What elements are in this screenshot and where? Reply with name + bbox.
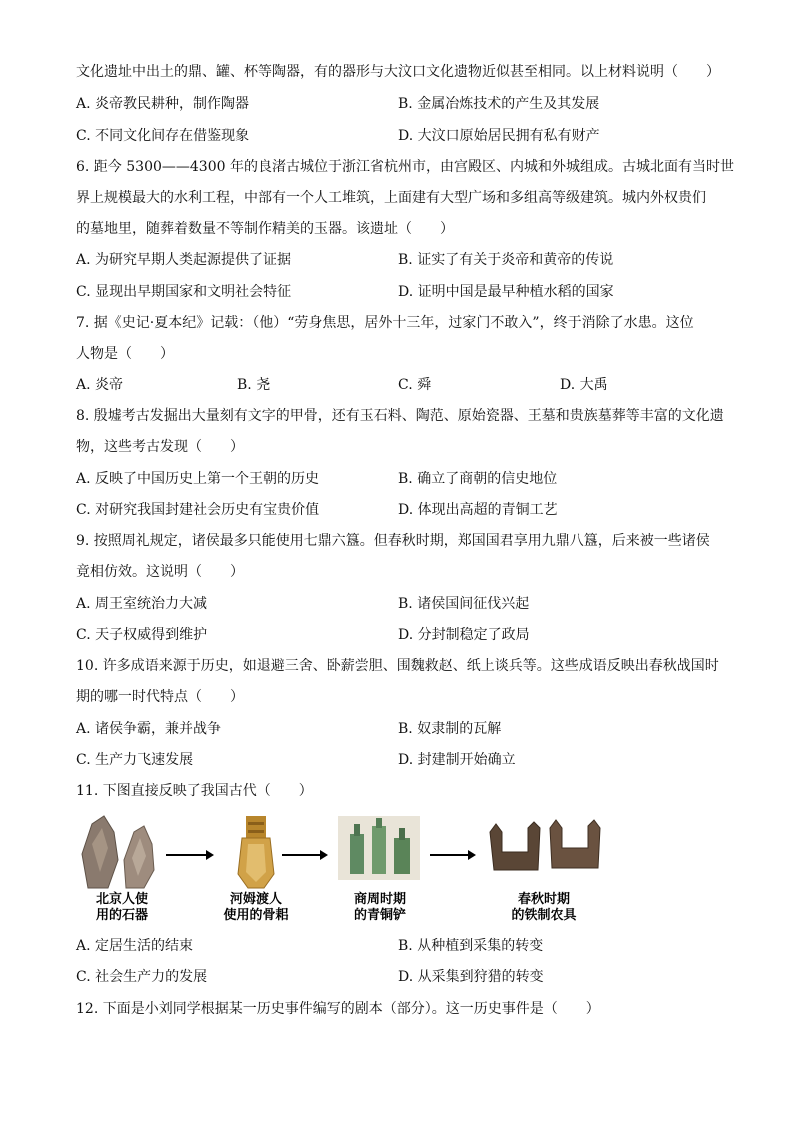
q7-stem-line2: 人物是（ ） xyxy=(76,346,174,362)
q9-option-a: A. 周王室统治力大减 xyxy=(76,596,208,612)
q9-option-d: D. 分封制稳定了政局 xyxy=(398,627,530,643)
q6-stem-line2: 界上规模最大的水利工程，中部有一个人工堆筑，上面建有大型广场和多组高等级建筑。城内外权贵们 xyxy=(76,190,706,206)
q10-stem-line1: 10. 许多成语来源于历史，如退避三舍、卧薪尝胆、围魏救赵、纸上谈兵等。这些成语反映出春秋战国时 xyxy=(76,658,719,674)
caption-bronze-spade: 商周时期 的青铜铲 xyxy=(353,892,406,923)
caption-iron-tools: 春秋时期 的铁制农具 xyxy=(511,892,577,923)
q11-option-b: B. 从种植到采集的转变 xyxy=(398,938,544,954)
arrow-3 xyxy=(430,854,474,856)
q8-option-d: D. 体现出高超的青铜工艺 xyxy=(398,502,558,518)
q10-option-b: B. 奴隶制的瓦解 xyxy=(398,721,502,737)
q7-option-c: C. 舜 xyxy=(398,377,432,393)
bone-spade-image xyxy=(224,814,288,892)
arrow-2 xyxy=(282,854,326,856)
bronze-spades-image xyxy=(338,816,420,880)
q11-stem: 11. 下图直接反映了我国古代（ ） xyxy=(76,783,313,799)
q10-option-c: C. 生产力飞速发展 xyxy=(76,752,194,768)
caption-stone-tools: 北京人使 用的石器 xyxy=(95,892,148,923)
q5-option-a: A. 炎帝教民耕种，制作陶器 xyxy=(76,96,250,112)
q10-stem-line2: 期的哪一时代特点（ ） xyxy=(76,689,244,705)
q7-option-a: A. 炎帝 xyxy=(76,377,124,393)
q11-option-d: D. 从采集到狩猎的转变 xyxy=(398,969,544,985)
caption-bone-spade: 河姆渡人 使用的骨耜 xyxy=(223,892,289,923)
q5-option-b: B. 金属冶炼技术的产生及其发展 xyxy=(398,96,600,112)
q8-option-a: A. 反映了中国历史上第一个王朝的历史 xyxy=(76,471,320,487)
q8-stem-line2: 物，这些考古发现（ ） xyxy=(76,439,244,455)
q11-option-a: A. 定居生活的结束 xyxy=(76,938,194,954)
q8-stem-line1: 8. 殷墟考古发掘出大量刻有文字的甲骨，还有玉石料、陶范、原始瓷器、王墓和贵族墓葬等丰富的文化遗 xyxy=(76,408,724,424)
q5-option-d: D. 大汶口原始居民拥有私有财产 xyxy=(398,128,600,144)
q5-option-c: C. 不同文化间存在借鉴现象 xyxy=(76,128,250,144)
q6-stem-line1: 6. 距今 5300——4300 年的良渚古城位于浙江省杭州市，由宫殿区、内城和外城组成。古城北面有当时世 xyxy=(76,159,734,175)
q6-option-c: C. 显现出早期国家和文明社会特征 xyxy=(76,284,292,300)
q9-stem-line1: 9. 按照周礼规定，诸侯最多只能使用七鼎六簋。但春秋时期，郑国国君享用九鼎八簋，后来被一些诸侯 xyxy=(76,533,710,549)
q9-option-b: B. 诸侯国间征伐兴起 xyxy=(398,596,530,612)
q7-option-b: B. 尧 xyxy=(237,377,271,393)
q10-option-a: A. 诸侯争霸，兼并战争 xyxy=(76,721,222,737)
q12-stem: 12. 下面是小刘同学根据某一历史事件编写的剧本（部分）。这一历史事件是（ ） xyxy=(76,1001,600,1017)
q8-option-b: B. 确立了商朝的信史地位 xyxy=(398,471,558,487)
q7-option-d: D. 大禹 xyxy=(560,377,608,393)
q8-option-c: C. 对研究我国封建社会历史有宝贵价值 xyxy=(76,502,320,518)
q5-stem-tail: 文化遗址中出土的鼎、罐、杯等陶器，有的器形与大汶口文化遗物近似甚至相同。以上材料说明（ ） xyxy=(76,64,720,80)
q9-option-c: C. 天子权威得到维护 xyxy=(76,627,208,643)
q11-option-c: C. 社会生产力的发展 xyxy=(76,969,208,985)
arrow-1 xyxy=(166,854,212,856)
q6-option-a: A. 为研究早期人类起源提供了证据 xyxy=(76,252,292,268)
iron-tools-image xyxy=(488,818,608,874)
q6-option-d: D. 证明中国是最早种植水稻的国家 xyxy=(398,284,614,300)
q6-option-b: B. 证实了有关于炎帝和黄帝的传说 xyxy=(398,252,614,268)
q6-stem-line3: 的墓地里，随葬着数量不等制作精美的玉器。该遗址（ ） xyxy=(76,221,454,237)
q7-stem-line1: 7. 据《史记·夏本纪》记载：（他）“劳身焦思，居外十三年，过家门不敢入”，终于消除了水患。这位 xyxy=(76,315,694,331)
q9-stem-line2: 竟相仿效。这说明（ ） xyxy=(76,564,244,580)
stone-tools-image xyxy=(78,814,162,892)
q11-figure xyxy=(76,814,616,924)
q10-option-d: D. 封建制开始确立 xyxy=(398,752,516,768)
